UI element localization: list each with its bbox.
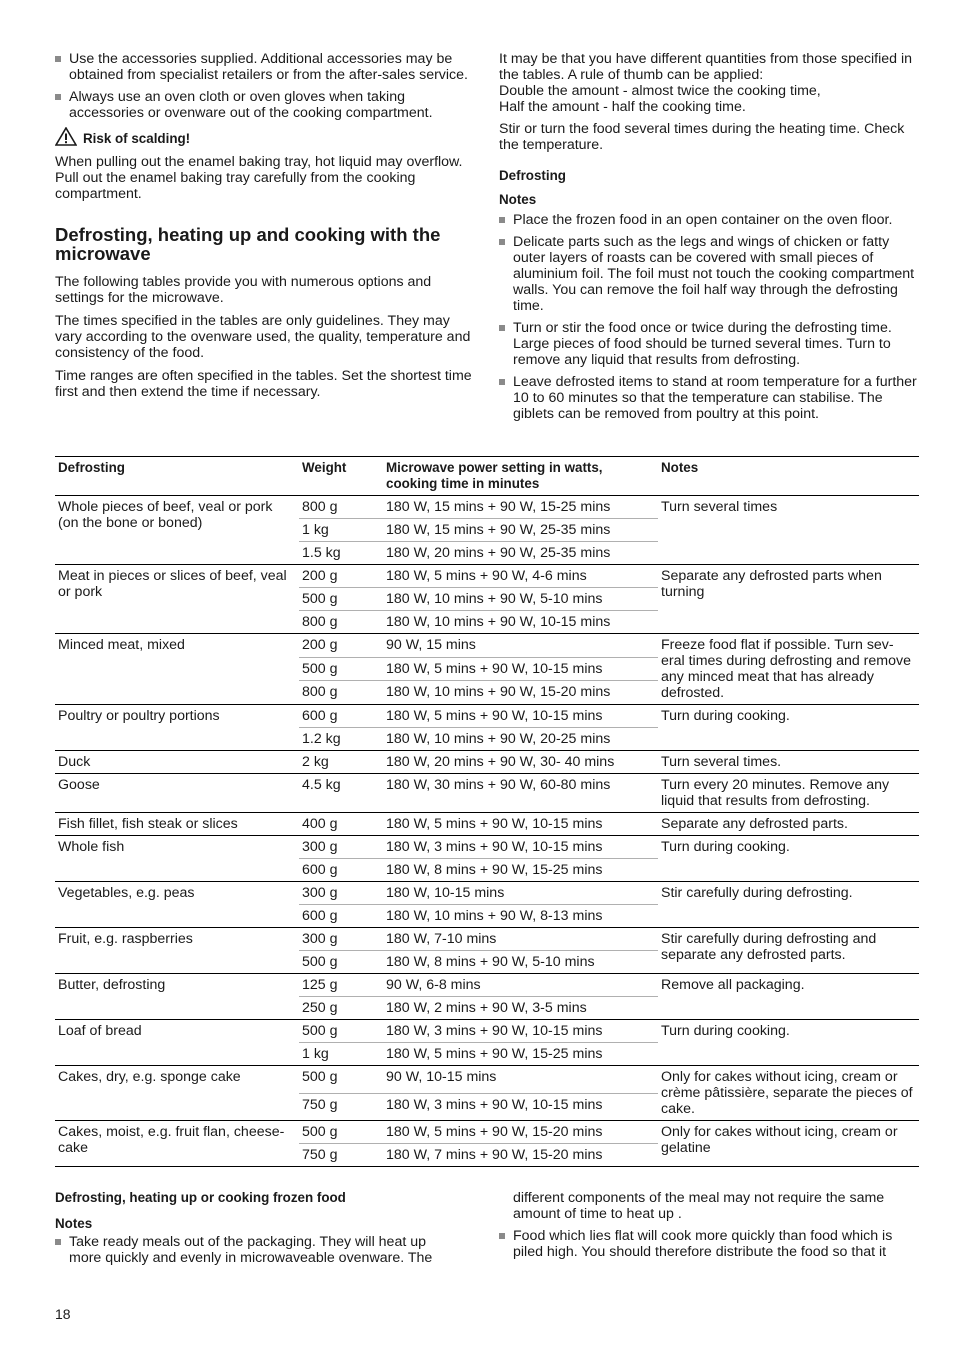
paragraph-line: Half the amount - half the cooking time. xyxy=(499,99,746,115)
weight-cell: 500 g xyxy=(299,588,383,611)
food-cell: Meat in pieces or slices of beef, veal or pork xyxy=(55,565,299,634)
table-header-row xyxy=(55,457,919,496)
warning-triangle-icon xyxy=(55,127,77,150)
bottom-right xyxy=(513,1190,923,1260)
power-time-cell: 180 W, 10 mins + 90 W, 20-25 mins xyxy=(383,728,658,751)
power-time-cell: 180 W, 3 mins + 90 W, 10-15 mins xyxy=(383,836,658,859)
food-cell: Cakes, dry, e.g. sponge cake xyxy=(55,1066,299,1121)
paragraph xyxy=(499,51,924,115)
paragraph-line: Double the amount - almost twice the cooking time, xyxy=(499,83,821,99)
power-time-cell: 180 W, 30 mins + 90 W, 60-80 mins xyxy=(383,774,658,813)
notes-cell: Turn every 20 minutes. Remove any liquid that results from defrosting. xyxy=(658,774,919,813)
weight-cell: 500 g xyxy=(299,951,383,974)
table-row xyxy=(55,751,919,774)
list-item: Turn or stir the food once or twice during the defrosting time. Large pieces of food should be turned several times. Turn to remove any liquid that results from defrosting. xyxy=(499,320,924,368)
right-column xyxy=(499,51,924,422)
section-heading: Defrosting, heating up and cooking with the microwave xyxy=(55,224,441,264)
weight-cell: 500 g xyxy=(299,1020,383,1043)
weight-cell: 800 g xyxy=(299,496,383,519)
table-row xyxy=(55,928,919,951)
list-item: Take ready meals out of the packaging. They will heat up more quickly and evenly in microwaveable ovenware. The xyxy=(55,1234,455,1266)
power-time-cell: 180 W, 5 mins + 90 W, 15-25 mins xyxy=(383,1043,658,1066)
weight-cell: 1.2 kg xyxy=(299,728,383,751)
table-row xyxy=(55,1066,919,1094)
column-header: Weight xyxy=(299,457,383,496)
left-column xyxy=(55,51,475,400)
power-time-cell: 180 W, 5 mins + 90 W, 10-15 mins xyxy=(383,813,658,836)
power-time-cell: 180 W, 10 mins + 90 W, 8-13 mins xyxy=(383,905,658,928)
power-time-cell: 180 W, 10 mins + 90 W, 5-10 mins xyxy=(383,588,658,611)
power-time-cell: 180 W, 5 mins + 90 W, 10-15 mins xyxy=(383,705,658,728)
power-time-cell: 180 W, 2 mins + 90 W, 3-5 mins xyxy=(383,997,658,1020)
notes-cell: Separate any defrosted parts when turning xyxy=(658,565,919,634)
weight-cell: 2 kg xyxy=(299,751,383,774)
weight-cell: 600 g xyxy=(299,705,383,728)
weight-cell: 800 g xyxy=(299,681,383,705)
table-row xyxy=(55,634,919,658)
notes-cell: Turn several times xyxy=(658,496,919,565)
notes-cell: Turn during cooking. xyxy=(658,705,919,751)
notes-label: Notes xyxy=(55,1216,93,1231)
warning-title: Risk of scalding! xyxy=(83,130,191,146)
food-cell: Cakes, moist, e.g. fruit flan, cheese-cake xyxy=(55,1121,299,1167)
defrosting-table xyxy=(55,456,919,1167)
food-cell: Duck xyxy=(55,751,299,774)
table-row xyxy=(55,974,919,997)
weight-cell: 300 g xyxy=(299,928,383,951)
notes-cell: Turn several times. xyxy=(658,751,919,774)
weight-cell: 1.5 kg xyxy=(299,542,383,565)
weight-cell: 500 g xyxy=(299,1121,383,1144)
bottom-left xyxy=(55,1190,455,1266)
weight-cell: 800 g xyxy=(299,611,383,634)
warning-text: When pulling out the enamel baking tray, hot liquid may overflow. Pull out the enamel baking tray carefully from the cooking compartment. xyxy=(55,154,463,202)
weight-cell: 300 g xyxy=(299,836,383,859)
food-cell: Minced meat, mixed xyxy=(55,634,299,705)
power-time-cell: 180 W, 5 mins + 90 W, 10-15 mins xyxy=(383,657,658,681)
notes-cell: Stir carefully during defrosting and separate any defrosted parts. xyxy=(658,928,919,974)
power-time-cell: 180 W, 15 mins + 90 W, 25-35 mins xyxy=(383,519,658,542)
notes-cell: Remove all packaging. xyxy=(658,974,919,1020)
power-time-cell: 180 W, 10 mins + 90 W, 15-20 mins xyxy=(383,681,658,705)
weight-cell: 300 g xyxy=(299,882,383,905)
food-cell: Butter, defrosting xyxy=(55,974,299,1020)
table-row xyxy=(55,705,919,728)
list-item: Use the accessories supplied. Additional accessories may be obtained from specialist retailers or from the after-sales service. xyxy=(55,51,475,83)
paragraph: The times specified in the tables are only guidelines. They may vary according to the ovenware used, the quality, temperature and consistency of the food. xyxy=(55,313,471,361)
weight-cell: 500 g xyxy=(299,1066,383,1094)
table-row xyxy=(55,1121,919,1144)
food-cell: Goose xyxy=(55,774,299,813)
table-row xyxy=(55,836,919,859)
power-time-cell: 90 W, 15 mins xyxy=(383,634,658,658)
weight-cell: 400 g xyxy=(299,813,383,836)
weight-cell: 4.5 kg xyxy=(299,774,383,813)
paragraph: Stir or turn the food several times during the heating time. Check the temperature. xyxy=(499,121,905,153)
notes-cell: Only for cakes without icing, cream or gelatine xyxy=(658,1121,919,1167)
food-cell: Loaf of bread xyxy=(55,1020,299,1066)
table-row xyxy=(55,565,919,588)
table-row xyxy=(55,774,919,813)
weight-cell: 600 g xyxy=(299,905,383,928)
power-time-cell: 180 W, 7 mins + 90 W, 15-20 mins xyxy=(383,1144,658,1167)
notes-cell: Separate any defrosted parts. xyxy=(658,813,919,836)
paragraph: The following tables provide you with numerous options and settings for the microwave. xyxy=(55,274,432,306)
weight-cell: 250 g xyxy=(299,997,383,1020)
weight-cell: 200 g xyxy=(299,634,383,658)
power-time-cell: 180 W, 8 mins + 90 W, 15-25 mins xyxy=(383,859,658,882)
table-row xyxy=(55,813,919,836)
food-cell: Vegetables, e.g. peas xyxy=(55,882,299,928)
power-time-cell: 180 W, 8 mins + 90 W, 5-10 mins xyxy=(383,951,658,974)
power-time-cell: 180 W, 20 mins + 90 W, 25-35 mins xyxy=(383,542,658,565)
paragraph: different components of the meal may not require the same amount of time to heat up . xyxy=(513,1190,885,1222)
power-time-cell: 90 W, 10-15 mins xyxy=(383,1066,658,1094)
weight-cell: 200 g xyxy=(299,565,383,588)
weight-cell: 500 g xyxy=(299,657,383,681)
weight-cell: 600 g xyxy=(299,859,383,882)
weight-cell: 1 kg xyxy=(299,1043,383,1066)
power-time-cell: 180 W, 5 mins + 90 W, 15-20 mins xyxy=(383,1121,658,1144)
notes-cell: Turn during cooking. xyxy=(658,1020,919,1066)
power-time-cell: 180 W, 3 mins + 90 W, 10-15 mins xyxy=(383,1020,658,1043)
weight-cell: 125 g xyxy=(299,974,383,997)
notes-cell: Freeze food flat if possible. Turn sev-eral times during defrosting and remove any minced meat that has already defrosted. xyxy=(658,634,919,705)
food-cell: Fruit, e.g. raspberries xyxy=(55,928,299,974)
power-time-cell: 90 W, 6-8 mins xyxy=(383,974,658,997)
list-item: Food which lies flat will cook more quickly than food which is piled high. You should therefore distribute the food so that it xyxy=(499,1228,923,1260)
food-cell: Poultry or poultry portions xyxy=(55,705,299,751)
table-row xyxy=(55,1020,919,1043)
power-time-cell: 180 W, 5 mins + 90 W, 4-6 mins xyxy=(383,565,658,588)
notes-cell: Turn during cooking. xyxy=(658,836,919,882)
table-row xyxy=(55,496,919,519)
list-item: Delicate parts such as the legs and wings of chicken or fatty outer layers of roasts can be covered with small pieces of aluminium foil. The foil must not touch the cooking compartment walls. You can remove the foil half way through the defrosting time. xyxy=(499,234,924,314)
list-item: Place the frozen food in an open container on the oven floor. xyxy=(499,212,924,228)
weight-cell: 750 g xyxy=(299,1144,383,1167)
food-cell: Fish fillet, fish steak or slices xyxy=(55,813,299,836)
list-item: Leave defrosted items to stand at room temperature for a further 10 to 60 minutes so that the temperature can stabilise. The giblets can be removed from poultry at this point. xyxy=(499,374,924,422)
column-header: Notes xyxy=(658,457,919,496)
notes-cell: Only for cakes without icing, cream or crème pâtissière, separate the pieces of cake. xyxy=(658,1066,919,1121)
column-header: Defrosting xyxy=(55,457,299,496)
power-time-cell: 180 W, 20 mins + 90 W, 30- 40 mins xyxy=(383,751,658,774)
power-time-cell: 180 W, 7-10 mins xyxy=(383,928,658,951)
weight-cell: 1 kg xyxy=(299,519,383,542)
section-subheading: Defrosting, heating up or cooking frozen food xyxy=(55,1190,346,1205)
power-time-cell: 180 W, 10-15 mins xyxy=(383,882,658,905)
notes-list xyxy=(499,212,924,422)
power-time-cell: 180 W, 10 mins + 90 W, 10-15 mins xyxy=(383,611,658,634)
column-header: Microwave power setting in watts, cooking time in minutes xyxy=(383,457,658,496)
notes-label: Notes xyxy=(499,192,537,207)
food-cell: Whole pieces of beef, veal or pork (on the bone or boned) xyxy=(55,496,299,565)
paragraph: Time ranges are often specified in the tables. Set the shortest time first and then extend the time if necessary. xyxy=(55,368,472,400)
power-time-cell: 180 W, 15 mins + 90 W, 15-25 mins xyxy=(383,496,658,519)
list-item: Always use an oven cloth or oven gloves when taking accessories or ovenware out of the cooking compartment. xyxy=(55,89,475,121)
notes-cell: Stir carefully during defrosting. xyxy=(658,882,919,928)
subheading: Defrosting xyxy=(499,168,566,183)
table-body xyxy=(55,496,919,1167)
table-row xyxy=(55,882,919,905)
warning-header xyxy=(55,127,475,150)
weight-cell: 750 g xyxy=(299,1093,383,1121)
paragraph-line: It may be that you have different quantities from those specified in the tables. A rule of thumb can be applied: xyxy=(499,51,912,83)
power-time-cell: 180 W, 3 mins + 90 W, 10-15 mins xyxy=(383,1093,658,1121)
food-cell: Whole fish xyxy=(55,836,299,882)
page-number: 18 xyxy=(55,1306,71,1322)
